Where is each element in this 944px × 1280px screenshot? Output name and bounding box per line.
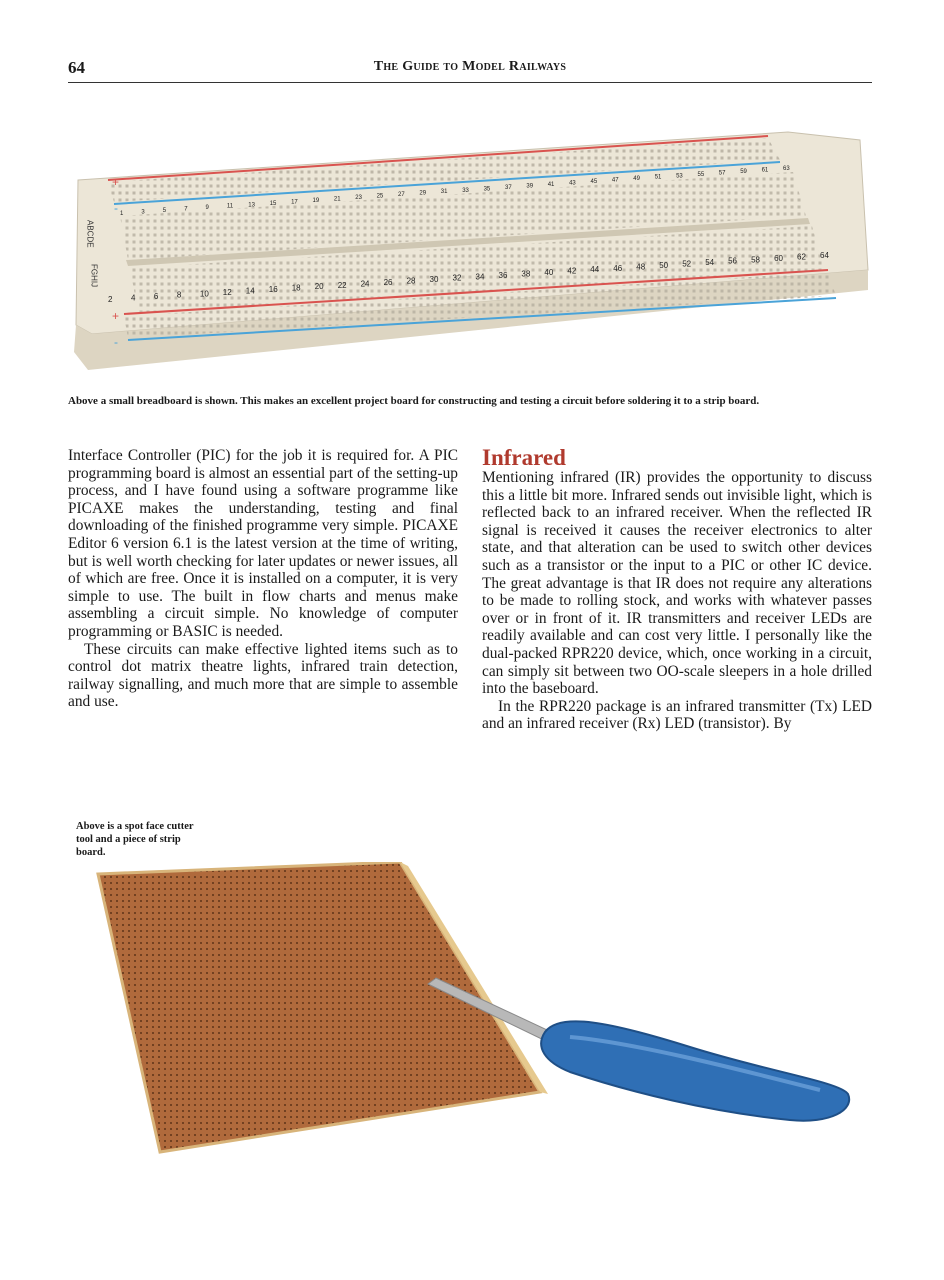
- left-paragraph-1: Interface Controller (PIC) for the job it is required for. A PIC programming board is almost an essential part of the setting-up process, and I have found using a software programme like PICAXE makes the understanding, testing and final downloading of the finished programme very simple. PICAXE Editor 6 version 6.1 is the latest version at the time of writing, but is well worth checking for later updates or newer issues, all of which are free. Once it is installed on a computer, it is very simple to use. The built in flow charts and menus make assembling a circuit simple. No knowledge of computer programming or BASIC is needed.: [68, 447, 458, 640]
- rail-minus-bottom: -: [114, 335, 118, 349]
- column-number-bottom-14: 30: [429, 275, 439, 285]
- column-number-bottom-5: 12: [222, 287, 232, 297]
- column-number-bottom-23: 48: [636, 262, 646, 272]
- column-number-bottom-13: 28: [406, 276, 416, 286]
- rail-plus-top: +: [112, 175, 120, 189]
- column-number-bottom-1: 4: [131, 293, 136, 303]
- column-number-top-21: 43: [569, 180, 576, 187]
- column-number-bottom-19: 40: [544, 268, 554, 277]
- column-number-bottom-17: 36: [498, 270, 508, 280]
- left-column: [68, 447, 458, 711]
- column-number-bottom-0: 2: [108, 295, 113, 304]
- column-number-bottom-4: 10: [199, 289, 209, 299]
- column-number-top-31: 63: [783, 166, 790, 172]
- column-number-bottom-22: 46: [613, 263, 623, 273]
- column-number-bottom-27: 56: [728, 256, 738, 266]
- right-paragraph-2: In the RPR220 package is an infrared transmitter (Tx) LED and an infrared receiver (Rx) LED (transistor). By: [482, 697, 872, 733]
- column-number-top-28: 57: [718, 170, 726, 177]
- running-title: The Guide to Model Railways: [373, 59, 567, 74]
- column-number-bottom-9: 20: [314, 282, 324, 292]
- column-number-bottom-6: 14: [245, 286, 255, 296]
- column-number-top-24: 49: [633, 176, 640, 183]
- column-number-top-15: 31: [440, 189, 448, 196]
- column-number-top-23: 47: [611, 177, 619, 184]
- stripboard: [98, 862, 540, 1152]
- column-number-top-8: 17: [291, 199, 298, 206]
- column-number-bottom-20: 42: [567, 266, 577, 276]
- column-number-bottom-8: 18: [291, 283, 301, 293]
- column-number-bottom-12: 26: [383, 278, 393, 287]
- column-number-bottom-16: 34: [475, 272, 485, 282]
- column-number-top-9: 19: [312, 197, 320, 204]
- page-number: 64: [68, 58, 85, 77]
- column-number-bottom-21: 44: [590, 265, 600, 275]
- column-number-top-2: 5: [162, 208, 167, 215]
- column-number-bottom-29: 60: [774, 253, 784, 263]
- column-number-top-17: 35: [483, 186, 491, 193]
- column-number-bottom-31: 64: [820, 251, 829, 260]
- column-number-top-11: 23: [355, 195, 362, 201]
- column-number-bottom-7: 16: [268, 285, 278, 295]
- stripboard-caption: Above is a spot face cutter tool and a piece of strip board.: [76, 821, 194, 858]
- column-number-top-22: 45: [590, 179, 598, 186]
- column-number-bottom-30: 62: [797, 252, 806, 262]
- row-labels-lower: FGHIJ: [89, 264, 99, 288]
- column-number-top-25: 51: [654, 174, 662, 181]
- column-number-bottom-2: 6: [153, 292, 159, 302]
- column-number-top-29: 59: [740, 168, 747, 175]
- rail-plus-bottom: +: [112, 309, 120, 323]
- page-header: [68, 58, 872, 83]
- column-number-top-7: 15: [269, 200, 277, 207]
- column-number-bottom-3: 8: [176, 290, 182, 300]
- column-number-bottom-11: 24: [360, 279, 370, 289]
- right-paragraph-1: Mentioning infrared (IR) provides the opportunity to discuss this a little bit more. Infrared sends out invisible light, which is reflected back to an infrared receiver. When the reflected IR signal is received it causes the receiver electronics to alter state, and that alteration can be used to switch other devices such as a transistor or the input to a PIC or other IC device. The great advantage is that IR does not require any alterations to be made to rolling stock, and works with whatever passes over or in front of it. IR transmitters and receiver LEDs are readily available and can cost very little. I personally like the dual-packed RPR220 device, which, once working in a circuit, can simply sit between two OO-scale sleepers in a hole drilled into the baseboard.: [482, 469, 872, 698]
- cutter-handle: [541, 1021, 849, 1120]
- column-number-top-16: 33: [462, 187, 469, 194]
- column-number-top-12: 25: [376, 193, 384, 200]
- column-number-top-10: 21: [333, 196, 341, 203]
- breadboard-photo: [68, 120, 872, 380]
- column-number-top-27: 55: [697, 171, 705, 178]
- column-number-bottom-18: 38: [521, 269, 531, 279]
- column-number-top-26: 53: [676, 173, 683, 180]
- left-paragraph-2: These circuits can make effective lighted items such as to control dot matrix theatre lights, infrared train detection, railway signalling, and much more that are simple to assemble and use.: [68, 640, 458, 711]
- column-number-top-5: 11: [226, 203, 234, 210]
- column-number-top-20: 41: [547, 182, 555, 188]
- rail-minus-top: -: [114, 201, 118, 215]
- column-number-top-13: 27: [398, 192, 405, 199]
- column-number-top-4: 9: [205, 205, 209, 212]
- column-number-top-14: 29: [419, 190, 427, 197]
- column-number-bottom-28: 58: [751, 255, 761, 265]
- column-number-bottom-25: 52: [682, 259, 692, 269]
- column-number-top-0: 1: [120, 211, 124, 217]
- row-labels-upper: ABCDE: [85, 220, 95, 248]
- right-column: [482, 447, 872, 733]
- column-number-bottom-15: 32: [452, 273, 462, 283]
- column-number-top-6: 13: [248, 202, 255, 209]
- breadboard-caption: Above a small breadboard is shown. This makes an excellent project board for constructing and testing a circuit before soldering it to a strip board.: [68, 395, 760, 407]
- section-heading-infrared: Infrared: [482, 445, 566, 470]
- column-number-bottom-24: 50: [659, 260, 669, 270]
- column-number-top-30: 61: [761, 167, 769, 174]
- column-number-top-18: 37: [505, 184, 512, 191]
- column-number-top-1: 3: [141, 209, 145, 216]
- column-number-top-19: 39: [526, 183, 534, 190]
- column-number-top-3: 7: [184, 206, 188, 213]
- column-number-bottom-26: 54: [705, 258, 715, 268]
- column-number-bottom-10: 22: [337, 280, 347, 290]
- stripboard-photo: [90, 862, 860, 1162]
